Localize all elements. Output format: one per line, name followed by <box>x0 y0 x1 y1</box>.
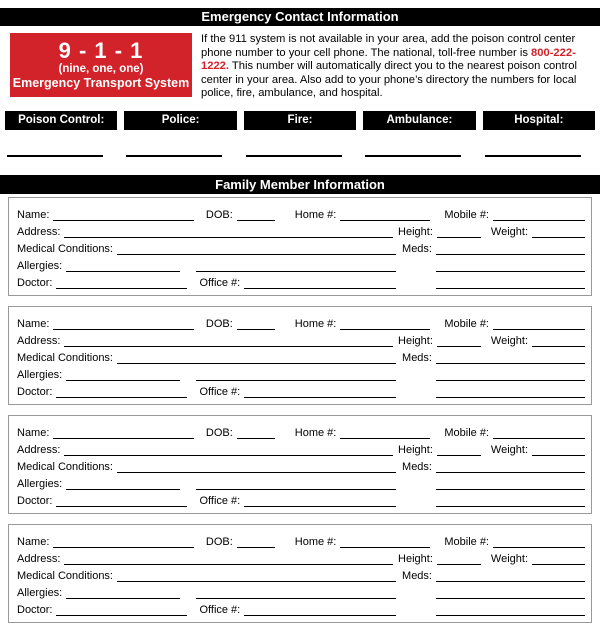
emergency-intro-row <box>10 33 592 101</box>
weight-blank-line <box>532 225 585 238</box>
allergies-label: Allergies: <box>17 477 63 490</box>
emergency-contact-header: Emergency Contact Information <box>0 8 600 26</box>
member-row-medical <box>17 238 585 255</box>
dob-blank-line <box>237 426 275 439</box>
address-label: Address: <box>17 443 61 456</box>
medical-conditions-blank-line <box>117 242 396 255</box>
office-phone-blank-line <box>244 603 396 616</box>
member-row-allergies <box>17 255 585 272</box>
member-row-doctor <box>17 599 585 616</box>
meds-blank-line-3 <box>436 385 585 398</box>
office-phone-label: Office #: <box>199 494 241 507</box>
weight-blank-line <box>532 552 585 565</box>
police-label: Police: <box>124 111 236 130</box>
doctor-blank-line <box>56 603 187 616</box>
meds-label: Meds: <box>402 460 432 473</box>
member-row-identity <box>17 422 585 439</box>
office-phone-label: Office #: <box>199 276 241 289</box>
address-blank-line <box>64 443 393 456</box>
member-row-doctor <box>17 490 585 507</box>
poison-control-instructions <box>201 33 592 101</box>
height-label: Height: <box>398 552 433 565</box>
name-label: Name: <box>17 535 50 548</box>
member-row-identity <box>17 313 585 330</box>
member-row-address <box>17 330 585 347</box>
height-label: Height: <box>398 225 433 238</box>
emergency-contact-form-page <box>0 8 600 623</box>
meds-label: Meds: <box>402 351 432 364</box>
hospital-label: Hospital: <box>483 111 595 130</box>
allergies-blank-line-2 <box>196 477 396 490</box>
home-phone-blank-line <box>340 317 430 330</box>
911-number: 9 - 1 - 1 <box>58 38 144 63</box>
member-row-allergies <box>17 364 585 381</box>
height-blank-line <box>437 552 481 565</box>
office-phone-blank-line <box>244 494 396 507</box>
poison-control-phone-number: 800-222-1222. <box>201 46 576 72</box>
office-phone-label: Office #: <box>199 385 241 398</box>
doctor-label: Doctor: <box>17 603 53 616</box>
medical-conditions-label: Medical Conditions: <box>17 569 113 582</box>
weight-blank-line <box>532 443 585 456</box>
member-row-medical <box>17 347 585 364</box>
height-blank-line <box>437 443 481 456</box>
medical-conditions-blank-line <box>117 460 396 473</box>
meds-blank-line <box>436 242 585 255</box>
meds-label: Meds: <box>402 242 432 255</box>
address-label: Address: <box>17 225 61 238</box>
address-blank-line <box>64 225 393 238</box>
meds-blank-line-2 <box>436 259 585 272</box>
meds-blank-line-2 <box>436 477 585 490</box>
medical-conditions-label: Medical Conditions: <box>17 242 113 255</box>
911-caption: Emergency Transport System <box>12 76 190 90</box>
allergies-blank-line-2 <box>196 586 396 599</box>
allergies-label: Allergies: <box>17 586 63 599</box>
address-label: Address: <box>17 552 61 565</box>
doctor-blank-line <box>56 494 187 507</box>
doctor-label: Doctor: <box>17 494 53 507</box>
911-words: (nine, one, one) <box>58 63 144 75</box>
member-row-address <box>17 439 585 456</box>
medical-conditions-label: Medical Conditions: <box>17 351 113 364</box>
ambulance-label: Ambulance: <box>363 111 475 130</box>
address-label: Address: <box>17 334 61 347</box>
height-blank-line <box>437 334 481 347</box>
allergies-label: Allergies: <box>17 368 63 381</box>
name-blank-line <box>53 208 193 221</box>
home-phone-label: Home #: <box>294 426 337 439</box>
home-phone-label: Home #: <box>294 317 337 330</box>
medical-conditions-blank-line <box>117 351 396 364</box>
mobile-phone-blank-line <box>493 426 585 439</box>
name-blank-line <box>53 426 193 439</box>
member-row-allergies <box>17 582 585 599</box>
emergency-numbers-label-row <box>0 111 600 130</box>
mobile-phone-blank-line <box>493 317 585 330</box>
weight-label: Weight: <box>490 225 528 238</box>
name-blank-line <box>53 535 193 548</box>
allergies-blank-line <box>66 586 180 599</box>
name-label: Name: <box>17 208 50 221</box>
doctor-blank-line <box>56 385 187 398</box>
dob-label: DOB: <box>205 317 233 330</box>
family-member-header: Family Member Information <box>0 175 600 194</box>
emergency-numbers-blank-row <box>0 155 600 157</box>
member-row-identity <box>17 531 585 548</box>
meds-blank-line-2 <box>436 586 585 599</box>
instructions-text-before: If the 911 system is not available in your area, add the poison control center phone number to your cell phone. The national, toll-free number is <box>201 33 576 59</box>
dob-blank-line <box>237 208 275 221</box>
height-blank-line <box>437 225 481 238</box>
medical-conditions-blank-line <box>117 569 396 582</box>
allergies-blank-line <box>66 259 180 272</box>
instructions-text-after: This number will automatically direct you to the nearest poison control center in your area. Also add to your phone’s directory the numbers for local police, fire, ambulance, and hospital. <box>201 60 578 99</box>
member-row-allergies <box>17 473 585 490</box>
allergies-blank-line <box>66 368 180 381</box>
dob-label: DOB: <box>205 535 233 548</box>
name-blank-line <box>53 317 193 330</box>
member-row-medical <box>17 565 585 582</box>
medical-conditions-label: Medical Conditions: <box>17 460 113 473</box>
office-phone-blank-line <box>244 385 396 398</box>
dob-label: DOB: <box>205 208 233 221</box>
family-member-card <box>8 197 592 296</box>
height-label: Height: <box>398 334 433 347</box>
meds-blank-line <box>436 569 585 582</box>
meds-blank-line-3 <box>436 603 585 616</box>
allergies-label: Allergies: <box>17 259 63 272</box>
meds-blank-line-3 <box>436 276 585 289</box>
meds-blank-line <box>436 460 585 473</box>
home-phone-blank-line <box>340 426 430 439</box>
doctor-blank-line <box>56 276 187 289</box>
mobile-phone-label: Mobile #: <box>444 208 489 221</box>
weight-label: Weight: <box>490 552 528 565</box>
poison-control-blank-line <box>7 155 103 157</box>
office-phone-label: Office #: <box>199 603 241 616</box>
ambulance-blank-line <box>365 155 461 157</box>
weight-label: Weight: <box>490 334 528 347</box>
fire-blank-line <box>246 155 342 157</box>
dob-blank-line <box>237 535 275 548</box>
doctor-label: Doctor: <box>17 385 53 398</box>
weight-label: Weight: <box>490 443 528 456</box>
dob-blank-line <box>237 317 275 330</box>
family-member-list <box>0 197 600 623</box>
home-phone-blank-line <box>340 535 430 548</box>
home-phone-blank-line <box>340 208 430 221</box>
meds-blank-line <box>436 351 585 364</box>
family-member-card <box>8 524 592 623</box>
hospital-blank-line <box>485 155 581 157</box>
name-label: Name: <box>17 317 50 330</box>
mobile-phone-label: Mobile #: <box>444 535 489 548</box>
address-blank-line <box>64 552 393 565</box>
mobile-phone-label: Mobile #: <box>444 426 489 439</box>
home-phone-label: Home #: <box>294 208 337 221</box>
allergies-blank-line-2 <box>196 259 396 272</box>
home-phone-label: Home #: <box>294 535 337 548</box>
office-phone-blank-line <box>244 276 396 289</box>
address-blank-line <box>64 334 393 347</box>
allergies-blank-line-2 <box>196 368 396 381</box>
911-badge <box>10 33 192 97</box>
doctor-label: Doctor: <box>17 276 53 289</box>
height-label: Height: <box>398 443 433 456</box>
member-row-doctor <box>17 272 585 289</box>
mobile-phone-label: Mobile #: <box>444 317 489 330</box>
member-row-doctor <box>17 381 585 398</box>
poison-control-label: Poison Control: <box>5 111 117 130</box>
mobile-phone-blank-line <box>493 208 585 221</box>
member-row-medical <box>17 456 585 473</box>
name-label: Name: <box>17 426 50 439</box>
member-row-address <box>17 221 585 238</box>
weight-blank-line <box>532 334 585 347</box>
mobile-phone-blank-line <box>493 535 585 548</box>
family-member-card <box>8 415 592 514</box>
member-row-address <box>17 548 585 565</box>
fire-label: Fire: <box>244 111 356 130</box>
member-row-identity <box>17 204 585 221</box>
allergies-blank-line <box>66 477 180 490</box>
dob-label: DOB: <box>205 426 233 439</box>
police-blank-line <box>126 155 222 157</box>
meds-blank-line-3 <box>436 494 585 507</box>
family-member-card <box>8 306 592 405</box>
meds-label: Meds: <box>402 569 432 582</box>
meds-blank-line-2 <box>436 368 585 381</box>
